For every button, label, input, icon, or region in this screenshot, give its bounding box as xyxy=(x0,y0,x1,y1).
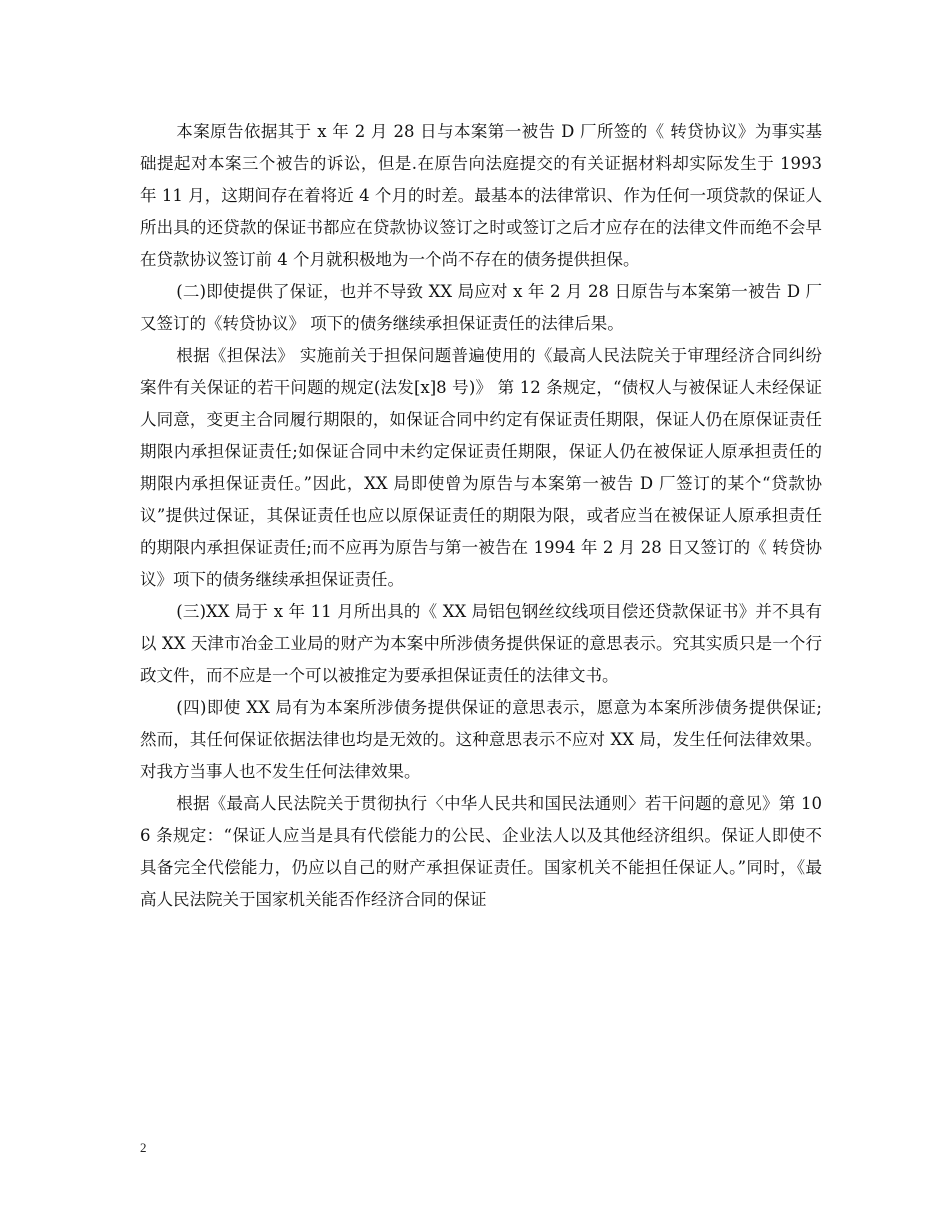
paragraph-1: 本案原告依据其于 x 年 2 月 28 日与本案第一被告 D 厂所签的《 转贷协议》为事实基础提起对本案三个被告的诉讼，但是.在原告向法庭提交的有关证据材料却实际发生于 1993 年 11 月，这期间存在着将近 4 个月的时差。最基本的法律常识、作为任何一项贷款的保证人所出具的还贷款的保证书都应在贷款协议签订之时或签订之后才应存在的法律文件而绝不会早在贷款协议签订前 4 个月就积极地为一个尚不存在的债务提供担保。 xyxy=(140,122,822,269)
page-number: 2 xyxy=(140,1140,147,1155)
paragraph-6: 根据《最高人民法院关于贯彻执行〈中华人民共和国民法通则〉若干问题的意见》第 106 条规定：“保证人应当是具有代偿能力的公民、企业法人以及其他经济组织。保证人即使不具备完全代偿能力，仍应以自己的财产承担保证责任。国家机关不能担任保证人。”同时，《最高人民法院关于国家机关能否作经济合同的保证 xyxy=(140,794,822,909)
paragraph-5: (四)即使 XX 局有为本案所涉债务提供保证的意思表示，愿意为本案所涉债务提供保证;然而，其任何保证依据法律也均是无效的。这种意思表示不应对 XX 局，发生任何法律效果。对我方当事人也不发生任何法律效果。 xyxy=(140,698,822,781)
paragraph-4: (三)XX 局于 x 年 11 月所出具的《 XX 局铝包钢丝纹线项目偿还贷款保证书》并不具有以 XX 天津市冶金工业局的财产为本案中所涉债务提供保证的意思表示。究其实质只是一个行政文件，而不应是一个可以被推定为要承担保证责任的法律文书。 xyxy=(140,602,822,685)
paragraph-3: 根据《担保法》 实施前关于担保问题普遍使用的《最高人民法院关于审理经济合同纠纷案件有关保证的若干问题的规定(法发[x]8 号)》 第 12 条规定，“债权人与被保证人未经保证人同意，变更主合同履行期限的，如保证合同中约定有保证责任期限，保证人仍在原保证责任期限内承担保证责任;如保证合同中未约定保证责任期限，保证人仍在被保证人原承担责任的期限内承担保证责任。”因此，XX 局即使曾为原告与本案第一被告 D 厂签订的某个“贷款协议”提供过保证，其保证责任也应以原保证责任的期限为限，或者应当在被保证人原承担责任的期限内承担保证责任;而不应再为原告与第一被告在 1994 年 2 月 28 日又签订的《 转贷协议》项下的债务继续承担保证责任。 xyxy=(140,346,822,589)
paragraph-2: (二)即使提供了保证，也并不导致 XX 局应对 x 年 2 月 28 日原告与本案第一被告 D 厂又签订的《转贷协议》 项下的债务继续承担保证责任的法律后果。 xyxy=(140,282,822,333)
